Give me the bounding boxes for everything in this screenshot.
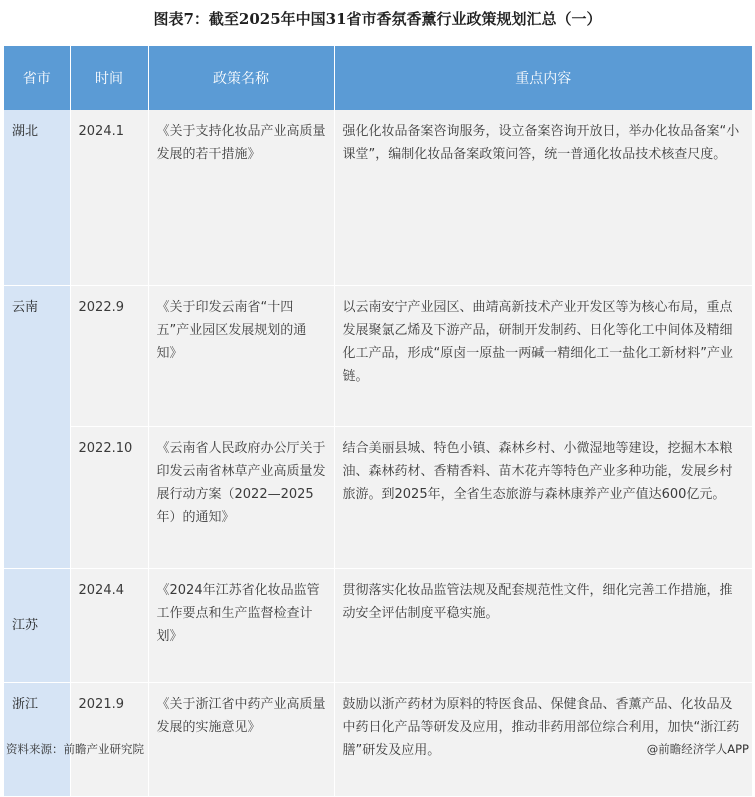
policy-name-cell: 《云南省人民政府办公厅关于印发云南省林草产业高质量发展行动方案（2022—2025年）的通知》 bbox=[148, 426, 334, 568]
chart-title: 图表7：截至2025年中国31省市香氛香薰行业政策规划汇总（一） bbox=[153, 10, 602, 28]
policy-table bbox=[4, 46, 752, 797]
header-policy-name: 政策名称 bbox=[148, 46, 334, 110]
time-cell: 2024.1 bbox=[70, 110, 148, 285]
key-content-cell: 贯彻落实化妆品监管法规及配套规范性文件，细化完善工作措施，推动安全评估制度平稳实施。 bbox=[334, 568, 752, 682]
key-content-cell: 鼓励以浙产药材为原料的特医食品、保健食品、香薰产品、化妆品及中药日化产品等研发及应用，推动非药用部位综合利用，加快“浙江药膳”研发及应用。 bbox=[334, 682, 752, 796]
source-note: 资料来源：前瞻产业研究院 bbox=[6, 742, 144, 756]
time-cell: 2024.4 bbox=[70, 568, 148, 682]
key-content-cell: 结合美丽县城、特色小镇、森林乡村、小微湿地等建设，挖掘木本粮油、森林药材、香精香料、苗木花卉等特色产业多种功能，发展乡村旅游。到2025年，全省生态旅游与森林康养产业产值达600亿元。 bbox=[334, 426, 752, 568]
policy-name-cell: 《关于印发云南省“十四五”产业园区发展规划的通知》 bbox=[148, 285, 334, 426]
table-row bbox=[4, 568, 752, 682]
header-key-content: 重点内容 bbox=[334, 46, 752, 110]
key-content-cell: 强化化妆品备案咨询服务，设立备案咨询开放日，举办化妆品备案“小课堂”，编制化妆品备案政策问答，统一普通化妆品技术核查尺度。 bbox=[334, 110, 752, 285]
table-row bbox=[4, 682, 752, 796]
table-row bbox=[4, 285, 752, 426]
table-header-row bbox=[4, 46, 752, 110]
province-cell: 浙江 bbox=[4, 682, 70, 796]
policy-name-cell: 《关于浙江省中药产业高质量发展的实施意见》 bbox=[148, 682, 334, 796]
province-cell: 湖北 bbox=[4, 110, 70, 285]
header-time: 时间 bbox=[70, 46, 148, 110]
header-province: 省市 bbox=[4, 46, 70, 110]
table-row bbox=[4, 426, 752, 568]
brand-credit: @前瞻经济学人APP bbox=[646, 742, 749, 756]
policy-name-cell: 《2024年江苏省化妆品监管工作要点和生产监督检查计划》 bbox=[148, 568, 334, 682]
time-cell: 2021.9 bbox=[70, 682, 148, 796]
policy-name-cell: 《关于支持化妆品产业高质量发展的若干措施》 bbox=[148, 110, 334, 285]
province-cell: 云南 bbox=[4, 285, 70, 568]
table-row bbox=[4, 110, 752, 285]
province-cell: 江苏 bbox=[4, 568, 70, 682]
key-content-cell: 以云南安宁产业园区、曲靖高新技术产业开发区等为核心布局，重点发展聚氯乙烯及下游产品，研制开发制药、日化等化工中间体及精细化工产品，形成“原卤一原盐一两碱一精细化工一盐化工新材料”产业链。 bbox=[334, 285, 752, 426]
time-cell: 2022.10 bbox=[70, 426, 148, 568]
time-cell: 2022.9 bbox=[70, 285, 148, 426]
